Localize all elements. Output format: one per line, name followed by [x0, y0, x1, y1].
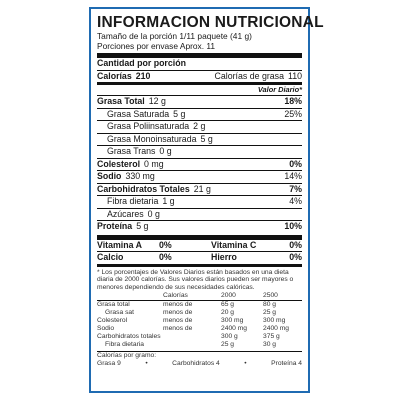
- nutrient-row-saturated-fat: Grasa Saturada 5 g 25%: [107, 108, 302, 119]
- daily-value-header: Valor Diario*: [257, 85, 302, 94]
- nutrient-row-sugars: Azúcares 0 g: [107, 208, 160, 219]
- calories-label: Calorías: [97, 70, 132, 81]
- calories-per-gram-label: Calorías por gramo:: [97, 352, 157, 360]
- table-row: Grasa total menos de 65 g 80 g: [97, 301, 277, 309]
- table-row: Carbohidratos totales 300 g 375 g: [97, 333, 280, 341]
- table-row: Colesterol menos de 300 mg 300 mg: [97, 317, 286, 325]
- nutrient-row-trans-fat: Grasa Trans 0 g: [107, 146, 172, 156]
- calories-value: 210: [135, 70, 151, 81]
- servings-per-container: Porciones por envase Aprox. 11: [97, 41, 216, 51]
- vitamin-row: Vitamina A 0% Vitamina C 0%: [97, 239, 302, 250]
- nutrient-row-protein: Proteína 5 g 10%: [97, 221, 302, 231]
- nutrient-row-polyunsaturated-fat: Grasa Poliinsaturada 2 g: [107, 121, 206, 131]
- table-row: Sodio menos de 2400 mg 2400 mg: [97, 325, 290, 333]
- nutrition-label: [89, 7, 324, 393]
- table-row: Grasa sat menos de 20 g 25 g: [105, 309, 277, 317]
- nutrient-row-monounsaturated-fat: Grasa Monoinsaturada 5 g: [107, 133, 213, 144]
- nutrient-row-fiber: Fibra dietaria 1 g 4%: [107, 196, 302, 206]
- calories-row: [97, 71, 302, 83]
- table-row: Fibra dietaria 25 g 30 g: [105, 341, 277, 349]
- serving-size: Tamaño de la porción 1/11 paquete (41 g): [97, 31, 252, 41]
- vitamin-row: Calcio 0% Hierro 0%: [97, 252, 302, 262]
- calories-per-gram: Calorías por gramo: Grasa 9 • Carbohidratos 4 • Proteína 4: [97, 352, 302, 368]
- fat-calories-value: 110: [287, 70, 302, 81]
- nutrition-label-content: [97, 14, 324, 368]
- nutrient-row-total-fat: Grasa Total 12 g 18%: [97, 96, 302, 106]
- nutrient-row-cholesterol: Colesterol 0 mg 0%: [97, 158, 302, 169]
- daily-value-reference-table: [97, 292, 302, 349]
- fat-calories-label: Calorías de grasa: [214, 70, 284, 81]
- amount-per-serving: Cantidad por porción: [97, 58, 186, 68]
- divider-mid: [97, 264, 302, 267]
- dv-table-header: Calorías 2000 2500: [163, 292, 278, 300]
- daily-value-footnote: * Los porcentajes de Valores Diarios están basados en una dieta diaria de 2000 calorías. Sus valores diarios pueden ser mayores o menores dependiendo de sus necesidades calóricas.: [97, 268, 294, 291]
- label-title: INFORMACION NUTRICIONAL: [97, 14, 324, 31]
- nutrient-row-sodium: Sodio 330 mg 14%: [97, 171, 302, 181]
- nutrient-row-total-carbs: Carbohidratos Totales 21 g 7%: [97, 183, 302, 194]
